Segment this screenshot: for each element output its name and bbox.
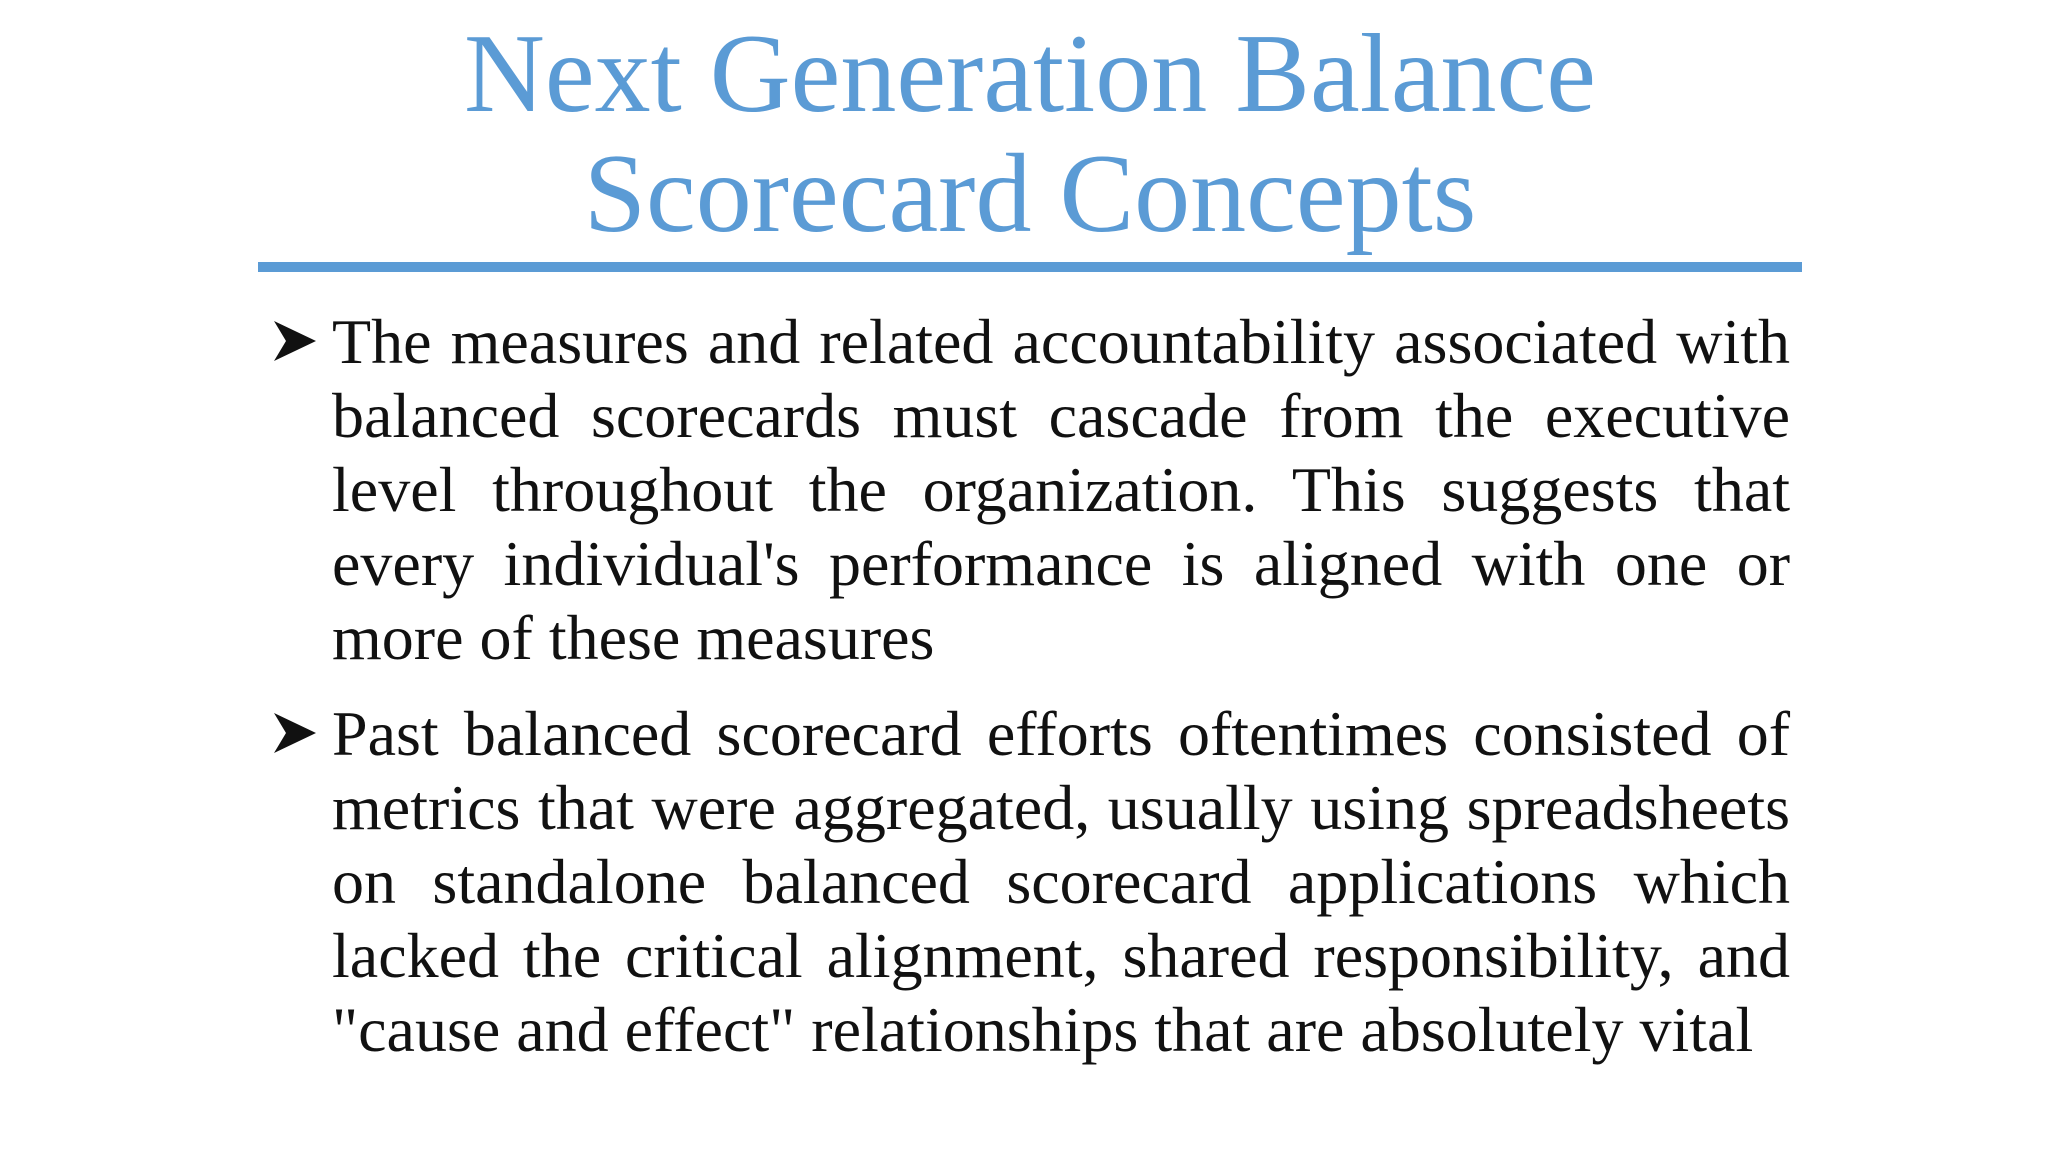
bullet-text: The measures and related accountability associated with balanced scorecards must cascade from the executive level throughout the organization. This suggests that every individual's performance is aligned with one or more of these measures: [332, 306, 1790, 673]
bullet-text: Past balanced scorecard efforts oftentimes consisted of metrics that were aggregated, usually using spreadsheets on standalone balanced scorecard applications which lacked the critical alignment, shared responsibility, and "cause and effect" relationships that are absolutely vital: [332, 698, 1790, 1065]
arrow-bullet-icon: [272, 711, 318, 755]
bullet-list: [270, 305, 1790, 1067]
slide-title-line-1: Next Generation Balance: [464, 12, 1596, 136]
arrow-bullet-icon: [272, 319, 318, 363]
slide-title: [260, 14, 1800, 254]
slide-title-line-2: Scorecard Concepts: [583, 132, 1477, 256]
bullet-item: [270, 697, 1790, 1067]
title-underline: [258, 262, 1802, 272]
bullet-item: [270, 305, 1790, 675]
